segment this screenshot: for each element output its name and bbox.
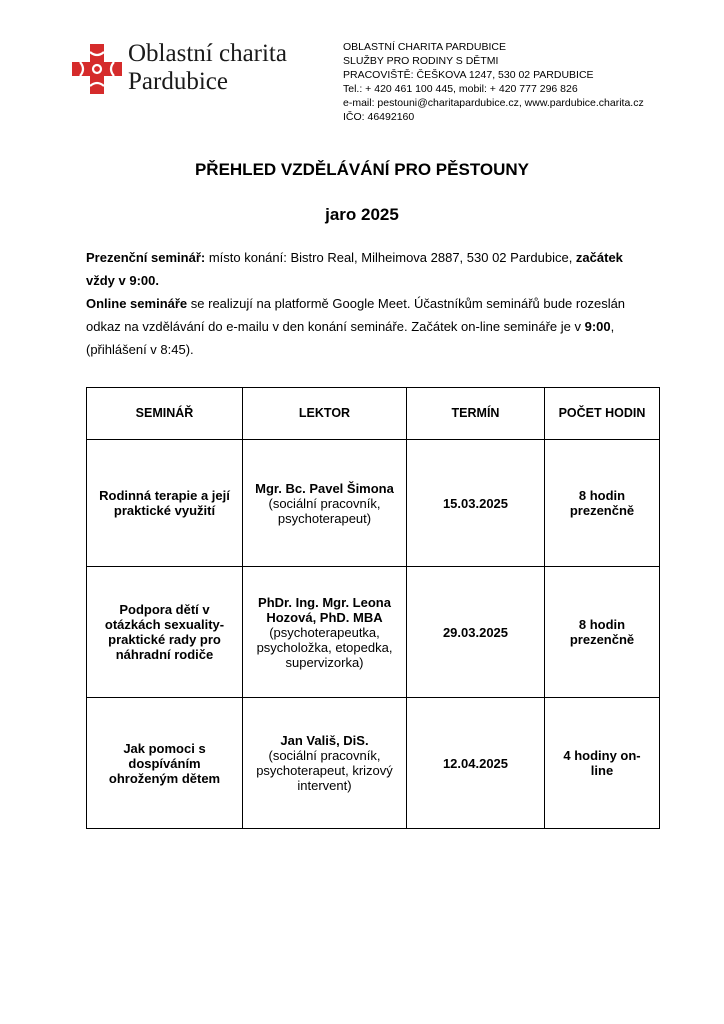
presence-text: místo konání: Bistro Real, Milheimova 2887, 530 02 Pardubice,	[205, 250, 576, 265]
lector-role: (sociální pracovník, psychoterapeut, krizový intervent)	[256, 748, 393, 793]
contact-line-ico: IČO: 46492160	[343, 111, 415, 123]
table-row	[87, 567, 660, 698]
lector-cell	[243, 567, 407, 698]
hours-cell: 8 hodin prezenčně	[545, 440, 660, 567]
intro-paragraph-presence	[86, 246, 646, 292]
logo-line-1: Oblastní charita	[128, 40, 287, 67]
contact-block	[343, 40, 644, 124]
hours-cell: 4 hodiny on-line	[545, 698, 660, 829]
contact-line-org: OBLASTNÍ CHARITA PARDUBICE	[343, 41, 506, 53]
date-cell: 12.04.2025	[407, 698, 545, 829]
table-header-row	[87, 388, 660, 440]
table-row	[87, 698, 660, 829]
intro-paragraph-online	[86, 292, 646, 361]
header-date: TERMÍN	[407, 388, 545, 440]
header-lector: LEKTOR	[243, 388, 407, 440]
contact-line-service: SLUŽBY PRO RODINY S DĚTMI	[343, 55, 499, 67]
online-time: 9:00	[584, 319, 611, 334]
presence-start: začátek vždy v 9:00.	[86, 250, 623, 288]
lector-name: Jan Vališ, DiS.	[280, 733, 369, 748]
contact-line-phone: Tel.: + 420 461 100 445, mobil: + 420 777 296 826	[343, 83, 578, 95]
document-subtitle: jaro 2025	[325, 205, 399, 224]
contact-line-email: e-mail: pestouni@charitapardubice.cz, www.pardubice.charita.cz	[343, 97, 644, 109]
lector-cell	[243, 698, 407, 829]
lector-role: (psychoterapeutka, psycholožka, etopedka, supervizorka)	[256, 624, 393, 670]
charita-cross-logo	[72, 44, 122, 94]
online-login: , (přihlášení v 8:45).	[86, 319, 615, 357]
date-cell: 29.03.2025	[407, 567, 545, 698]
logo-line-2: Pardubice	[128, 68, 228, 95]
table-row	[87, 440, 660, 567]
online-label: Online semináře	[86, 296, 188, 311]
document-title: PŘEHLED VZDĚLÁVÁNÍ PRO PĚSTOUNY	[194, 160, 530, 179]
seminar-table	[86, 387, 660, 829]
seminar-cell: Podpora dětí v otázkách sexuality- praktické rady pro náhradní rodiče	[87, 567, 243, 698]
lector-cell	[243, 440, 407, 567]
header-hours: POČET HODIN	[545, 388, 660, 440]
date-cell: 15.03.2025	[407, 440, 545, 567]
hours-cell: 8 hodin prezenčně	[545, 567, 660, 698]
contact-line-address: PRACOVIŠTĚ: ČEŠKOVA 1247, 530 02 PARDUBICE	[343, 69, 594, 81]
lector-name: Mgr. Bc. Pavel Šimona	[255, 480, 394, 496]
lector-name: PhDr. Ing. Mgr. Leona Hozová, PhD. MBA	[258, 594, 391, 625]
organization-logo-text	[128, 40, 287, 96]
online-text: se realizují na platformě Google Meet. Účastníkům seminářů bude rozeslán odkaz na vzdělávání do e-mailu v den konání semináře. Začátek on-line semináře je v	[86, 296, 626, 334]
header-seminar: SEMINÁŘ	[87, 388, 243, 440]
seminar-cell: Rodinná terapie a její praktické využití	[87, 440, 243, 567]
lector-role: (sociální pracovník, psychoterapeut)	[268, 495, 381, 526]
intro-text	[86, 246, 646, 361]
presence-label: Prezenční seminář:	[86, 250, 206, 265]
seminar-cell: Jak pomoci s dospíváním ohroženým dětem	[87, 698, 243, 829]
